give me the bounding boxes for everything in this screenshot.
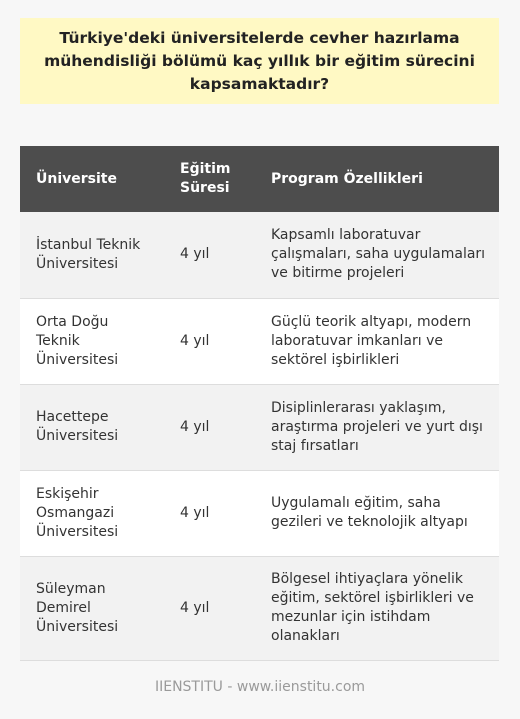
table-row	[20, 212, 499, 298]
cell-features: Kapsamlı laboratuvar çalışmaları, saha uygulamaları ve bitirme projeleri	[257, 212, 499, 298]
cell-duration: 4 yıl	[168, 556, 257, 660]
cell-features: Güçlü teorik altyapı, modern laboratuvar imkanları ve sektörel işbirlikleri	[257, 298, 499, 384]
cell-university: Süleyman Demirel Üniversitesi	[20, 556, 168, 660]
cell-features: Uygulamalı eğitim, saha gezileri ve teknolojik altyapı	[257, 470, 499, 556]
table-row	[20, 384, 499, 470]
cell-features: Disiplinlerarası yaklaşım, araştırma projeleri ve yurt dışı staj fırsatları	[257, 384, 499, 470]
cell-university: Hacettepe Üniversitesi	[20, 384, 168, 470]
cell-duration: 4 yıl	[168, 384, 257, 470]
cell-duration: 4 yıl	[168, 212, 257, 298]
footer-credit: IIENSTITU - www.iienstitu.com	[154, 679, 366, 695]
university-table	[20, 146, 499, 661]
table-row	[20, 470, 499, 556]
cell-features: Bölgesel ihtiyaçlara yönelik eğitim, sektörel işbirlikleri ve mezunlar için istihdam olanakları	[257, 556, 499, 660]
cell-duration: 4 yıl	[168, 298, 257, 384]
header-duration: Eğitim Süresi	[168, 146, 257, 212]
cell-university: Eskişehir Osmangazi Üniversitesi	[20, 470, 168, 556]
table-row	[20, 298, 499, 384]
header-features: Program Özellikleri	[257, 146, 499, 212]
cell-university: İstanbul Teknik Üniversitesi	[20, 212, 168, 298]
cell-duration: 4 yıl	[168, 470, 257, 556]
question-title: Türkiye'deki üniversitelerde cevher hazırlama mühendisliği bölümü kaç yıllık bir eğitim sürecini kapsamaktadır?	[44, 28, 475, 93]
table-header-row	[20, 146, 499, 212]
table-row	[20, 556, 499, 660]
question-box	[20, 18, 499, 104]
header-university: Üniversite	[20, 146, 168, 212]
cell-university: Orta Doğu Teknik Üniversitesi	[20, 298, 168, 384]
